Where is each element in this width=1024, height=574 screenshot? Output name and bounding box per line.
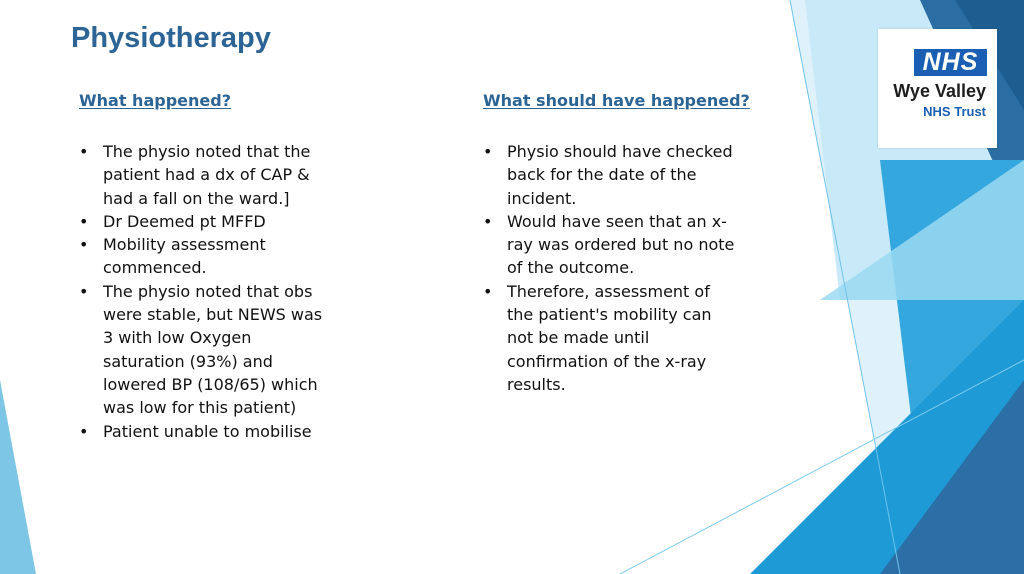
nhs-badge: NHS [914,49,987,76]
list-item: • Therefore, assessment of the patient's mobility can not be made until confirmation of the x-ray results. [483,280,783,396]
slide-title: Physiotherapy [71,22,271,54]
what-happened-column [79,90,379,443]
org-name: Wye Valley [893,81,986,101]
what-should-have-happened-column [483,90,783,396]
what-happened-list [79,140,379,443]
left-wedge-shape [0,380,36,574]
list-item: • Would have seen that an x- ray was ordered but no note of the outcome. [483,210,783,280]
list-item: • The physio noted that the patient had a dx of CAP & had a fall on the ward.] [79,140,379,210]
nhs-trust-logo [878,29,997,148]
list-item: • Mobility assessment commenced. [79,233,379,280]
what-should-have-happened-list [483,140,783,396]
what-happened-heading: What happened? [79,91,231,110]
what-should-have-happened-heading: What should have happened? [483,91,750,110]
list-item: • Patient unable to mobilise [79,420,379,443]
list-item: • Physio should have checked back for the date of the incident. [483,140,783,210]
list-item: • Dr Deemed pt MFFD [79,210,379,233]
org-subtitle: NHS Trust [923,104,986,119]
list-item: • The physio noted that obs were stable, but NEWS was 3 with low Oxygen saturation (93%) and lowered BP (108/65) which was low for this patient) [79,280,379,420]
